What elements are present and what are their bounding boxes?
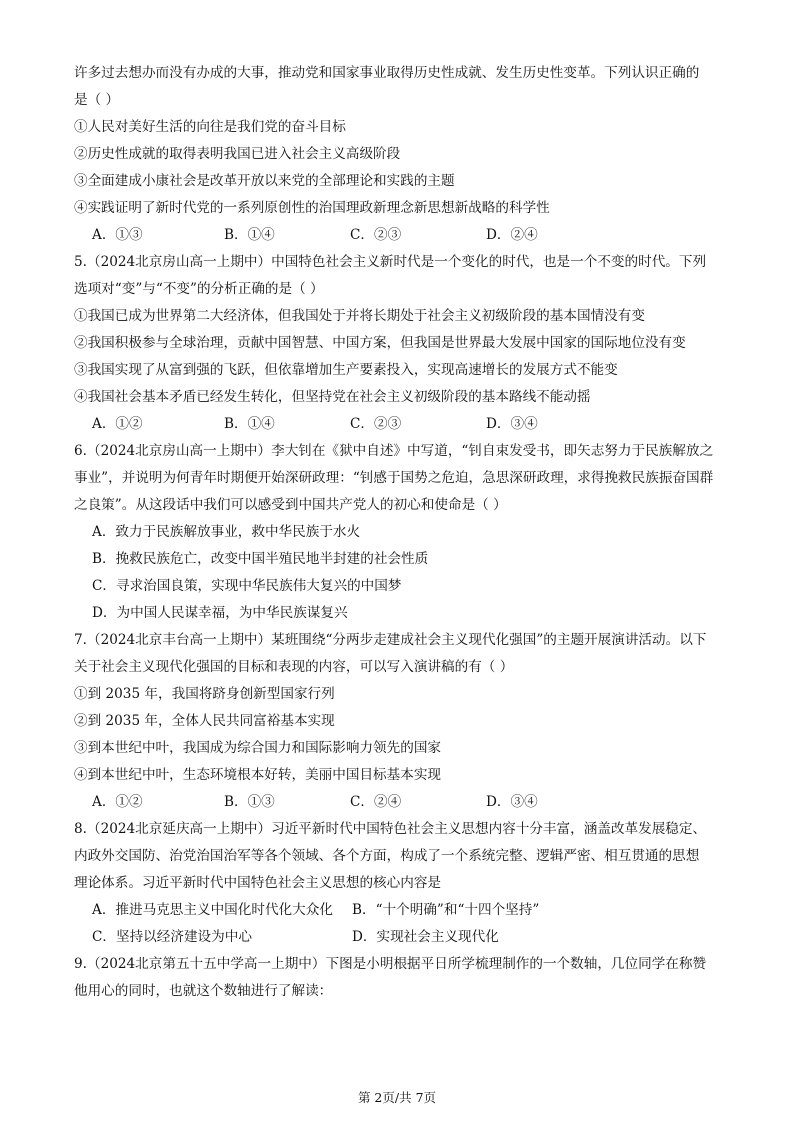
q8-options-row-2	[92, 928, 732, 946]
q4-statement-1: ①人民对美好生活的向往是我们党的奋斗目标	[74, 119, 346, 135]
page-number-footer: 第 2页/共 7页	[357, 1090, 437, 1105]
q4-statement-2: ②历史性成就的取得表明我国已进入社会主义高级阶段	[74, 146, 401, 162]
q5-statement-3: ③我国实现了从富到强的飞跃，但依靠增加生产要素投入，实现高速增长的发展方式不能变	[74, 362, 618, 378]
q4-option-a: A．①③	[92, 227, 143, 243]
q5-statement-4: ④我国社会基本矛盾已经发生转化，但坚持党在社会主义初级阶段的基本路线不能动摇	[74, 389, 591, 405]
q5-option-c: C．②③	[350, 416, 402, 432]
q7-option-c: C．②④	[350, 794, 402, 810]
q7-stem-line-1: 7.（2024北京丰台高一上期中）某班围绕“分两步走建成社会主义现代化强国”的主题开展演讲活动。以下	[74, 632, 707, 648]
q7-options	[92, 793, 732, 811]
q8-option-c: C．坚持以经济建设为中心	[92, 929, 252, 945]
q4-option-b: B．①④	[224, 227, 275, 243]
q8-option-a: A．推进马克思主义中国化时代化大众化	[92, 902, 333, 918]
q7-option-d: D．③④	[486, 794, 538, 810]
q8-stem-line-3: 理论体系。习近平新时代中国特色社会主义思想的核心内容是	[74, 875, 442, 891]
q6-option-b: B．挽救民族危亡，改变中国半殖民地半封建的社会性质	[92, 551, 429, 567]
q5-stem-line-2: 选项对“变”与“不变”的分析正确的是（ ）	[74, 281, 324, 297]
q7-stem-line-2: 关于社会主义现代化强国的目标和表现的内容，可以写入演讲稿的有（ ）	[74, 659, 514, 675]
q4-option-c: C．②③	[350, 227, 402, 243]
q7-statement-4: ④到本世纪中叶，生态环境根本好转，美丽中国目标基本实现	[74, 767, 442, 783]
q8-stem-line-2: 内政外交国防、治党治国治军等各个领域、各个方面，构成了一个系统完整、逻辑严密、相互贯通的思想	[74, 848, 700, 864]
q7-statement-3: ③到本世纪中叶，我国成为综合国力和国际影响力领先的国家	[74, 740, 442, 756]
q5-options	[92, 415, 732, 433]
q9-stem-line-2: 他用心的同时，也就这个数轴进行了解读：	[74, 983, 333, 999]
q8-stem-line-1: 8.（2024北京延庆高一上期中）习近平新时代中国特色社会主义思想内容十分丰富，涵盖改革发展稳定、	[74, 821, 707, 837]
q4-stem-line-2: 是（ ）	[74, 92, 120, 108]
q7-statement-2: ②到 2035 年，全体人民共同富裕基本实现	[74, 713, 335, 729]
q6-stem-line-3: 之良策”。从这段话中我们可以感受到中国共产党人的初心和使命是（ ）	[74, 497, 507, 513]
q6-stem-line-1: 6.（2024北京房山高一上期中）李大钊在《狱中自述》中写道，“钊自束发受书，即矢志努力于民族解放之	[74, 443, 714, 459]
q5-option-a: A．①②	[92, 416, 143, 432]
q8-option-d: D．实现社会主义现代化	[352, 929, 499, 945]
q4-options	[92, 226, 732, 244]
q5-statement-1: ①我国已成为世界第二大经济体，但我国处于并将长期处于社会主义初级阶段的基本国情没有变	[74, 308, 645, 324]
q8-option-b: B．“十个明确”和“十四个坚持”	[352, 902, 540, 918]
q7-option-a: A．①②	[92, 794, 143, 810]
q8-options-row-1	[92, 901, 732, 919]
q5-option-b: B．①④	[224, 416, 275, 432]
q4-option-d: D．②④	[486, 227, 538, 243]
q6-stem-line-2: 事业”，并说明为何青年时期便开始深研政理：“钊感于国势之危迫，急思深研政理，求得挽救民族振奋国群	[74, 470, 714, 486]
q4-statement-3: ③全面建成小康社会是改革开放以来党的全部理论和实践的主题	[74, 173, 455, 189]
q6-option-c: C．寻求治国良策，实现中华民族伟大复兴的中国梦	[92, 578, 402, 594]
q7-statement-1: ①到 2035 年，我国将跻身创新型国家行列	[74, 686, 335, 702]
q5-stem-line-1: 5.（2024北京房山高一上期中）中国特色社会主义新时代是一个变化的时代，也是一个不变的时代。下列	[74, 254, 707, 270]
q4-stem-line-1: 许多过去想办而没有办成的大事，推动党和国家事业取得历史性成就、发生历史性变革。下列认识正确的	[74, 65, 700, 81]
q9-stem-line-1: 9.（2024北京第五十五中学高一上期中）下图是小明根据平日所学梳理制作的一个数轴，几位同学在称赞	[74, 956, 707, 972]
q6-option-d: D．为中国人民谋幸福，为中华民族谋复兴	[92, 605, 348, 621]
q5-statement-2: ②我国积极参与全球治理，贡献中国智慧、中国方案，但我国是世界最大发展中国家的国际地位没有变	[74, 335, 686, 351]
q6-option-a: A．致力于民族解放事业，救中华民族于水火	[92, 524, 361, 540]
q4-statement-4: ④实践证明了新时代党的一系列原创性的治国理政新理念新思想新战略的科学性	[74, 200, 550, 216]
q7-option-b: B．①③	[224, 794, 275, 810]
q5-option-d: D．③④	[486, 416, 538, 432]
